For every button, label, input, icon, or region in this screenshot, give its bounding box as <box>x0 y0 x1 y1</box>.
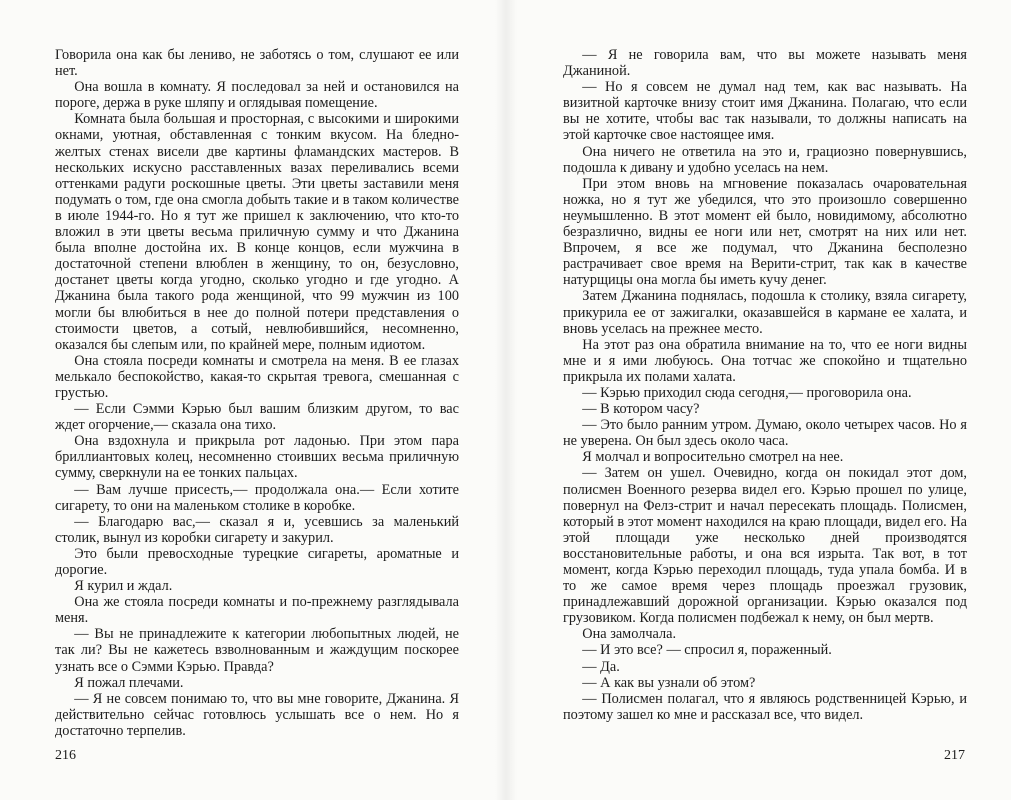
paragraph: Затем Джанина поднялась, подошла к столику, взяла сигарету, прикурила ее от зажигалки, оказавшейся в кармане ее халата, и вновь уселась на прежнее место. <box>563 288 967 337</box>
paragraph: — Да. <box>582 658 620 675</box>
paragraph: Она стояла посреди комнаты и смотрела на меня. В ее глазах мелькало беспокойство, какая-то скрытая тревога, смешанная с грустью. <box>55 352 459 401</box>
paragraph: Она же стояла посреди комнаты и по-прежнему разглядывала меня. <box>55 594 459 627</box>
paragraph: — Но я совсем не думал над тем, как вас называть. На визитной карточке внизу стоит имя Джанина. Полагаю, что если вы не хотите, чтобы вас так называли, то должны написать на этой карточке свое настоящее имя. <box>563 79 967 144</box>
paragraph: — Благодарю вас,— сказал я и, усевшись за маленький столик, вынул из коробки сигарету и закурил. <box>55 513 459 546</box>
paragraph: Она вздохнула и прикрыла рот ладонью. При этом пара бриллиантовых колец, несомненно стоивших весьма приличную сумму, сверкнули на ее тонких пальцах. <box>55 433 459 482</box>
paragraph: Я пожал плечами. <box>74 674 184 691</box>
right-page-number: 217 <box>944 748 965 763</box>
paragraph: Я курил и ждал. <box>74 578 173 595</box>
left-page-number: 216 <box>55 748 76 763</box>
paragraph: — А как вы узнали об этом? <box>582 674 756 691</box>
paragraph: — Это было ранним утром. Думаю, около четырех часов. Но я не уверена. Он был здесь около часа. <box>563 417 967 450</box>
paragraph: — Кэрью приходил сюда сегодня,— проговорила она. <box>582 384 912 401</box>
paragraph: — Затем он ушел. Очевидно, когда он покидал этот дом, полисмен Военного резерва видел его. Кэрью прошел по улице, повернул на Фелз-стрит и начал пересекать площадь. Полисмен, который в этот момент находился на краю площади, видел его. На этой площади уже несколько дней производятся восстановительные работы, и она вся изрыта. Так вот, в тот момент, когда Кэрью переходил площадь, туда упала бомба. И в то же самое время через площадь проезжал грузовик, принадлежавший дорожной организации. Кэрью оказался под грузовиком. Когда полисмен подбежал к нему, он был мертв. <box>563 465 967 627</box>
paragraph: Я молчал и вопросительно смотрел на нее. <box>582 449 844 466</box>
paragraph: — Полисмен полагал, что я являюсь родственницей Кэрью, и поэтому зашел ко мне и рассказал все, что видел. <box>563 690 967 723</box>
paragraph: Это были превосходные турецкие сигареты, ароматные и дорогие. <box>55 545 459 578</box>
paragraph: Говорила она как бы лениво, не заботясь о том, слушают ее или нет. <box>55 47 459 80</box>
paragraph: — Если Сэмми Кэрью был вашим близким другом, то вас ждет огорчение,— сказала она тихо. <box>55 401 459 434</box>
paragraph: — В котором часу? <box>582 401 700 418</box>
paragraph: — Я не говорила вам, что вы можете называть меня Джаниной. <box>563 47 967 80</box>
paragraph: — Вы не принадлежите к категории любопытных людей, не так ли? Вы не кажетесь взволнованным и жаждущим поскорее узнать все о Сэмми Кэрью. Правда? <box>55 626 459 675</box>
paragraph: Она вошла в комнату. Я последовал за ней и остановился на пороге, держа в руке шляпу и оглядывая помещение. <box>55 79 459 112</box>
paragraph: — И это все? — спросил я, пораженный. <box>582 642 832 659</box>
paragraph: — Вам лучше присесть,— продолжала она.— Если хотите сигарету, то они на маленьком столике в коробке. <box>55 481 459 514</box>
paragraph: На этот раз она обратила внимание на то, что ее ноги видны мне и я ими любуюсь. Она тотчас же спокойно и тщательно прикрыла их полами халата. <box>563 336 967 385</box>
paragraph: Она замолчала. <box>582 626 677 643</box>
book-gutter <box>495 0 517 800</box>
paragraph: Она ничего не ответила на это и, грациозно повернувшись, подошла к дивану и удобно уселась на нем. <box>563 143 967 176</box>
paragraph: При этом вновь на мгновение показалась очаровательная ножка, но я тут же убедился, что это произошло совершенно неумышленно. В этот момент ей было, новидимому, абсолютно безразлично, видны ее ноги или нет, смотрят на них или нет. Впрочем, я все же подумал, что Джанина бесполезно растрачивает свое время на Верити-стрит, так как в качестве натурщицы она могла бы иметь кучу денег. <box>563 175 967 289</box>
paragraph: — Я не совсем понимаю то, что вы мне говорите, Джанина. Я действительно сейчас готовлюсь услышать все о нем. Но я достаточно терпелив. <box>55 690 459 739</box>
paragraph: Комната была большая и просторная, с высокими и широкими окнами, уютная, обставленная с тонким вкусом. На бледно-желтых стенах висели две картины фламандских мастеров. В нескольких искусно расставленных вазах переливались всеми оттенками радуги роскошные цветы. Эти цветы заставили меня подумать о том, где она смогла добыть такие и в таком количестве в июле 1944-го. Но я тут же пришел к заключению, что кто-то вложил в эти цветы весьма приличную сумму и что Джанина была вполне достойна их. В конце концов, если мужчина в достаточной степени влюблен в женщину, то он, безусловно, достанет цветы когда угодно, сколько угодно и где угодно. А Джанина была такого рода женщиной, что 99 мужчин из 100 могли бы влюбиться в нее до полной потери представления о стоимости цветов, а сотый, невлюбившийся, несомненно, оказался бы слепым или, по крайней мере, полным идиотом. <box>55 111 459 353</box>
left-page-text <box>55 47 459 739</box>
right-page-text <box>563 47 967 723</box>
